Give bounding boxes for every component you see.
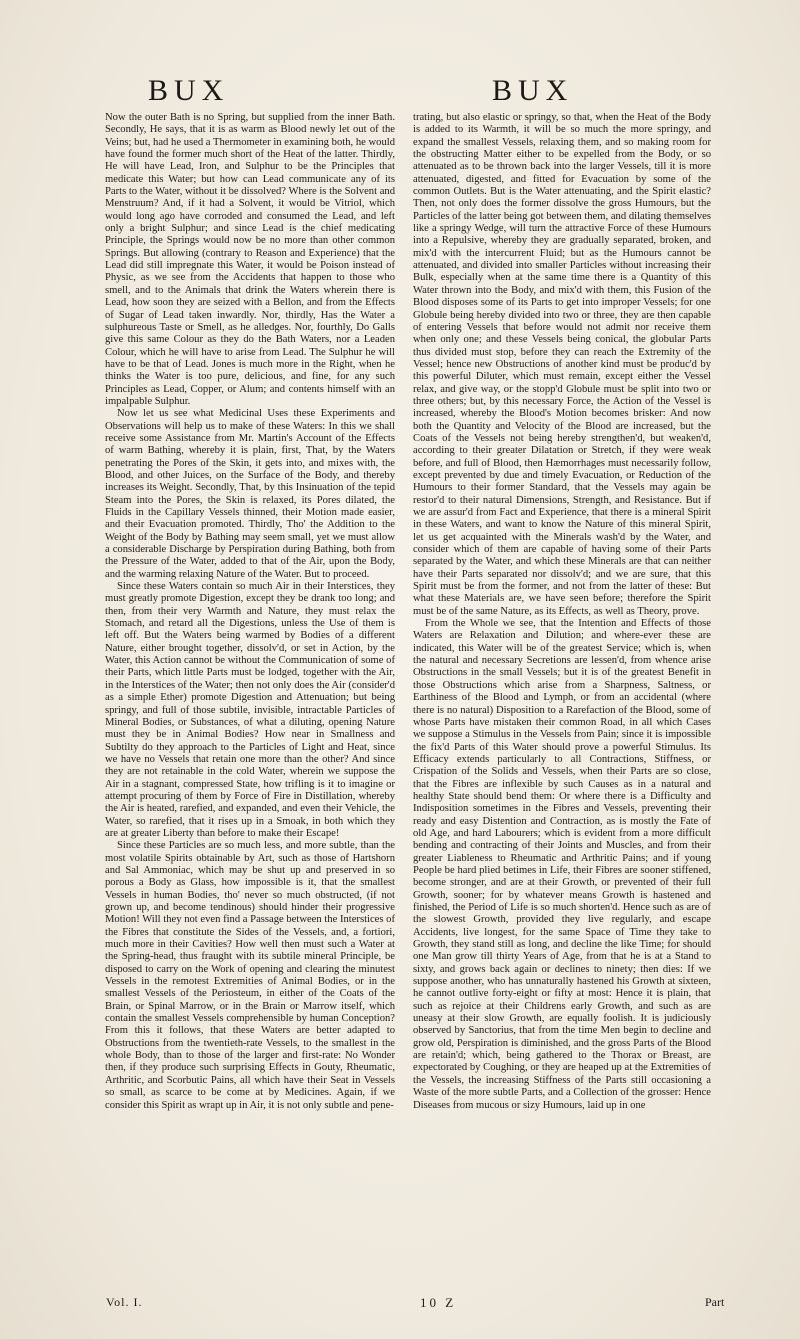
paragraph: From the Whole we see, that the Intention and Effects of those Waters are Relaxation and Dilution; and where-ever these are indicated, this Water will be of the greatest Service; which is, when the natural and necessary Secretions are lessen'd, from whence arise Obstructions in the small Vessels; but it is of the greatest Benefit in those Obstructions which arise from a Sharpness, Saltness, or Earthiness of the Blood and Lymph, or from an accidental (where there is no natural) Disposition to a Rarefaction of the Blood, some of whose Parts have mistaken their common Road, in all which Cases we suppose a Stimulus in the Vessels from Pain; since it is impossible the fix'd Parts of this Water should prove a powerful Stimulus. Its Efficacy extends particularly to all Contractions, Stiffness, or Crispation of the Solids and Vessels, when their Parts are so close, that the Fibres are inflexible by such Causes as in a natural and healthy State should bend them: Or where there is a Difficulty and Indisposition sometimes in the Fibres and Vessels, preventing their ready and easy Distention and Contraction, as is mostly the Fate of old Age, and hard Labourers; which is evident from a more difficult bending and contracting of their Joints and Muscles, and from their greater Liableness to Rheumatic and Arthritic Pains; and if young People be hard plied betimes in Life, their Fibres are sooner stiffened, become stronger, and are at their Growth, or prevented of their full Growth, sooner; for by whatever means Growth is hastened and finished, the Period of Life is so much shorten'd. Hence such as are of the slowest Growth, provided they live regularly, and escape Accidents, live longest, for the same Space of Time they take to Growth, they stand still as long, and decline the like Time; for should one Man grow till thirty Years of Age, from that he is at a Stand to sixty, and grows back again or declines to ninety; then dies: If we suppose another, who has unnaturally hastened his Growth at sixteen, he cannot outlive forty-eight or fifty at most: Hence it is plain, that such as rejoice at their Childrens early Growth, and such as are uneasy at their slow Growth, are equally foolish. It is judiciously observed by Sanctorius, that from the time Men begin to decline and grow old, Perspiration is diminished, and the gross Parts of the Blood are retain'd; which, being gathered to the Thorax or Breast, are expectorated by Coughing, or they are heaped up at the Extremities of the Vessels, the increasing Stiffness of the Parts still occasioning a Waste of the more subtle Parts, and a Collection of the grosser: Hence Diseases from mucous or sizy Humours, laid up in one: [413, 618, 711, 1111]
running-head-right: BUX: [492, 74, 574, 107]
paragraph: Since these Particles are so much less, and more subtle, than the most volatile Spirits obtainable by Art, such as those of Hartshorn and Sal Ammoniac, which may be shut up and preserved in so porous a Body as Glass, how impossible is it, that the smallest Vessels in human Bodies, tho' never so much obstructed, (if not grown up, and become tendinous) should hinder their progressive Motion! Will they not even find a Passage between the Interstices of the Fibres that constitute the Sides of the Vessels, and, a fortiori, much more in their Cavities? How well then must such a Water at the Spring-head, thus fraught with its subtile mineral Principle, be disposed to carry on the Work of opening and clearing the minutest Vessels in the remotest Extremities of Animal Bodies, or in the smallest Vessels of the Periosteum, in either of the Coats of the Brain, or Spinal Marrow, or in the Brain or Marrow itself, which contain the smallest Vessels comprehensible by human Conception? From this it follows, that these Waters are better adapted to Obstructions from the twentieth-rate Vessels, to the smallest in the whole Body, than to those of the larger and first-rate: No Wonder then, if they produce such surprising Effects in Gouty, Rheumatic, Arthritic, and Scorbutic Pains, all which have their Seat in Vessels so small, as scarce to be come at by Medicines. Again, if we consider this Spirit as wrapt up in Air, it is not only subtle and pene-: [105, 840, 395, 1111]
paragraph: Since these Waters contain so much Air in their Interstices, they must greatly promote Digestion, except they be drank too long; and then, from their very Warmth and Nature, they must relax the Stomach, and retard all the Digestions, unless the Use of them is left off. But the Waters being warmed by Bodies of a different Nature, either brought together, dissolv'd, or set in Action, by the Water, this Action cannot be without the Communication of some of their Parts, which little Parts must be lodged, together with the Air, in the Interstices of the Water; then not only does the Air (consider'd as a simple Ether) promote Digestion and Attenuation; but being springy, and full of those subtile, invisible, intractable Particles of Mineral Bodies, or Substances, of what a diluting, opening Nature must they be in Animal Bodies? How near in Smallness and Subtilty do they approach to the Particles of Light and Heat, since we have no Vessels that retain one more than the other? And since they are not retainable in the cold Water, wherein we suppose the Air in a stagnant, compressed State, how trifling is it to imagine or attempt procuring of them by Force of Fire in Distillation, whereby the Air is heated, rarefied, and expanded, and even their Vehicle, the Water, so rarefied, that it rises up in a Smoak, in both which they are at greater Liberty than before to make their Escape!: [105, 581, 395, 839]
right-text-column: [413, 112, 711, 1112]
signature-mark: 10 Z: [420, 1295, 457, 1310]
running-head-left: BUX: [148, 74, 230, 107]
catchword: Part: [705, 1295, 725, 1309]
paragraph: Now the outer Bath is no Spring, but supplied from the inner Bath. Secondly, He says, that it is as warm as Blood newly let out of the Veins; but, had he used a Thermometer in examining both, he would have found the former much short of the Heat of the latter. Thirdly, He will have Lead, Iron, and Sulphur to be the Principles that medicate this Water; but how can Lead communicate any of its Parts to the Water, without it be dissolved? Where is the Solvent and Menstruum? And, if it had a Solvent, it would be Vitriol, which would long ago have corroded and consumed the Lead, and left only a bright Sulphur; and since Lead is the chief medicating Principle, the Springs would now be no more than other common Springs. But allowing (contrary to Reason and Experience) that the Lead did still impregnate this Water, it would be Poison instead of Physic, as we see from the Accidents that happen to those who smell, and to the Animals that drink the Waters wherein there is Lead, how soon they are seized with a Bellon, and from the Effects of Sugar of Lead taken inwardly. Nor, thirdly, Has the Water a sulphureous Taste or Smell, as he alledges. Nor, fourthly, Do Galls give this same Colour as they do the Bath Waters, nor a Leaden Colour, which he will have to arise from Lead. The Sulphur he will have to be that of Lead. Jones is much more in the Right, when he thinks the Water is too pure, delicious, and fine, for any such Principles as Lead, Copper, or Alum; and contents himself with an impalpable Sulphur.: [105, 112, 395, 407]
paragraph: Now let us see what Medicinal Uses these Experiments and Observations will help us to make of these Waters: In this we shall receive some Assistance from Mr. Martin's Account of the Effects of warm Bathing, whereby it is plain, first, That, by the Waters penetrating the Pores of the Skin, it gets into, and mixes with, the Blood, and other Juices, on the Surface of the Body, and thereby increases its Weight. Secondly, That, by this Insinuation of the tepid Steam into the Pores, the Skin is relaxed, its Pores dilated, the Fluids in the Capillary Vessels thinned, their Motion made easier, and their Evacuation promoted. Thirdly, Tho' the Addition to the Weight of the Body by Bathing may seem small, yet we must allow a considerable Discharge by Perspiration during Bathing, both from the Pressure of the Water, added to that of the Air, upon the Body, and the warming relaxing Nature of the Water. But to proceed.: [105, 408, 395, 580]
left-text-column: [105, 112, 395, 1112]
paragraph: trating, but also elastic or springy, so that, when the Heat of the Body is added to its Warmth, it will be so much the more springy, and expand the smallest Vessels, relaxing them, and so making room for the obstructing Matter either to be expelled from the Body, or so attenuated as to be thrown back into the larger Vessels, till it is more attenuated, digested, and fitted for Evacuation by some of the common Outlets. But is the Water attenuating, and the Spirit elastic? Then, not only does the former dissolve the gross Humours, but the Particles of the latter being got between them, and dilating themselves like a springy Wedge, will turn the attractive Force of these Humours into a Repulsive, whereby they are gradually separated, broken, and mix'd with the intercurrent Fluid; but as the Humours cannot be attenuated, and divided into smaller Particles without increasing their Bulk, especially when at the same time there is a Quantity of this Water thrown into the Body, and mix'd with them, this Fusion of the Blood disposes some of its Parts to get into improper Vessels; for one Globule being hereby divided into two or three, they are then capable of entering Vessels that before would not admit nor receive them when only one; and these Vessels being conical, the globular Parts thus divided must stop, before they can reach the Extremity of the Vessel; hence new Obstructions of another kind must be produc'd by this powerful Diluter, which must remain, except either the Vessel relax, and give way, or the stopp'd Globule must be split into two or three others; but, by this necessary Force, the Action of the Vessel is increased, whereby the Blood's Motion becomes brisker: And now both the Quantity and Velocity of the Blood are increased, but the Coats of the Vessels not being hereby strengthen'd, but weaken'd, according to their greater Dilatation or Stretch, if they were weak before, and full of Blood, then Hæmorrhages must necessarily follow, except prevented by due and timely Evacuation, or Reduction of the Humours to their former Standard, that the Vessels may again be restor'd to their natural Dimensions, Strength, and Resistance. But if we are assur'd from Fact and Experience, that there is a mineral Spirit in these Waters, and want to know the Nature of this mineral Spirit, let us get acquainted with the Minerals wash'd by the Water, and consider which of them are capable of having some of their Parts separated by the Water, and which these Minerals are that can neither have their Parts separated nor dissolv'd; and we are sure, that this Spirit must be from the former, and not from the latter of these: But what these Materials are, we have seen before; therefore the Spirit must be of the same Nature, as its Effects, as well as Theory, prove.: [413, 112, 711, 617]
volume-label: Vol. I.: [106, 1295, 143, 1309]
